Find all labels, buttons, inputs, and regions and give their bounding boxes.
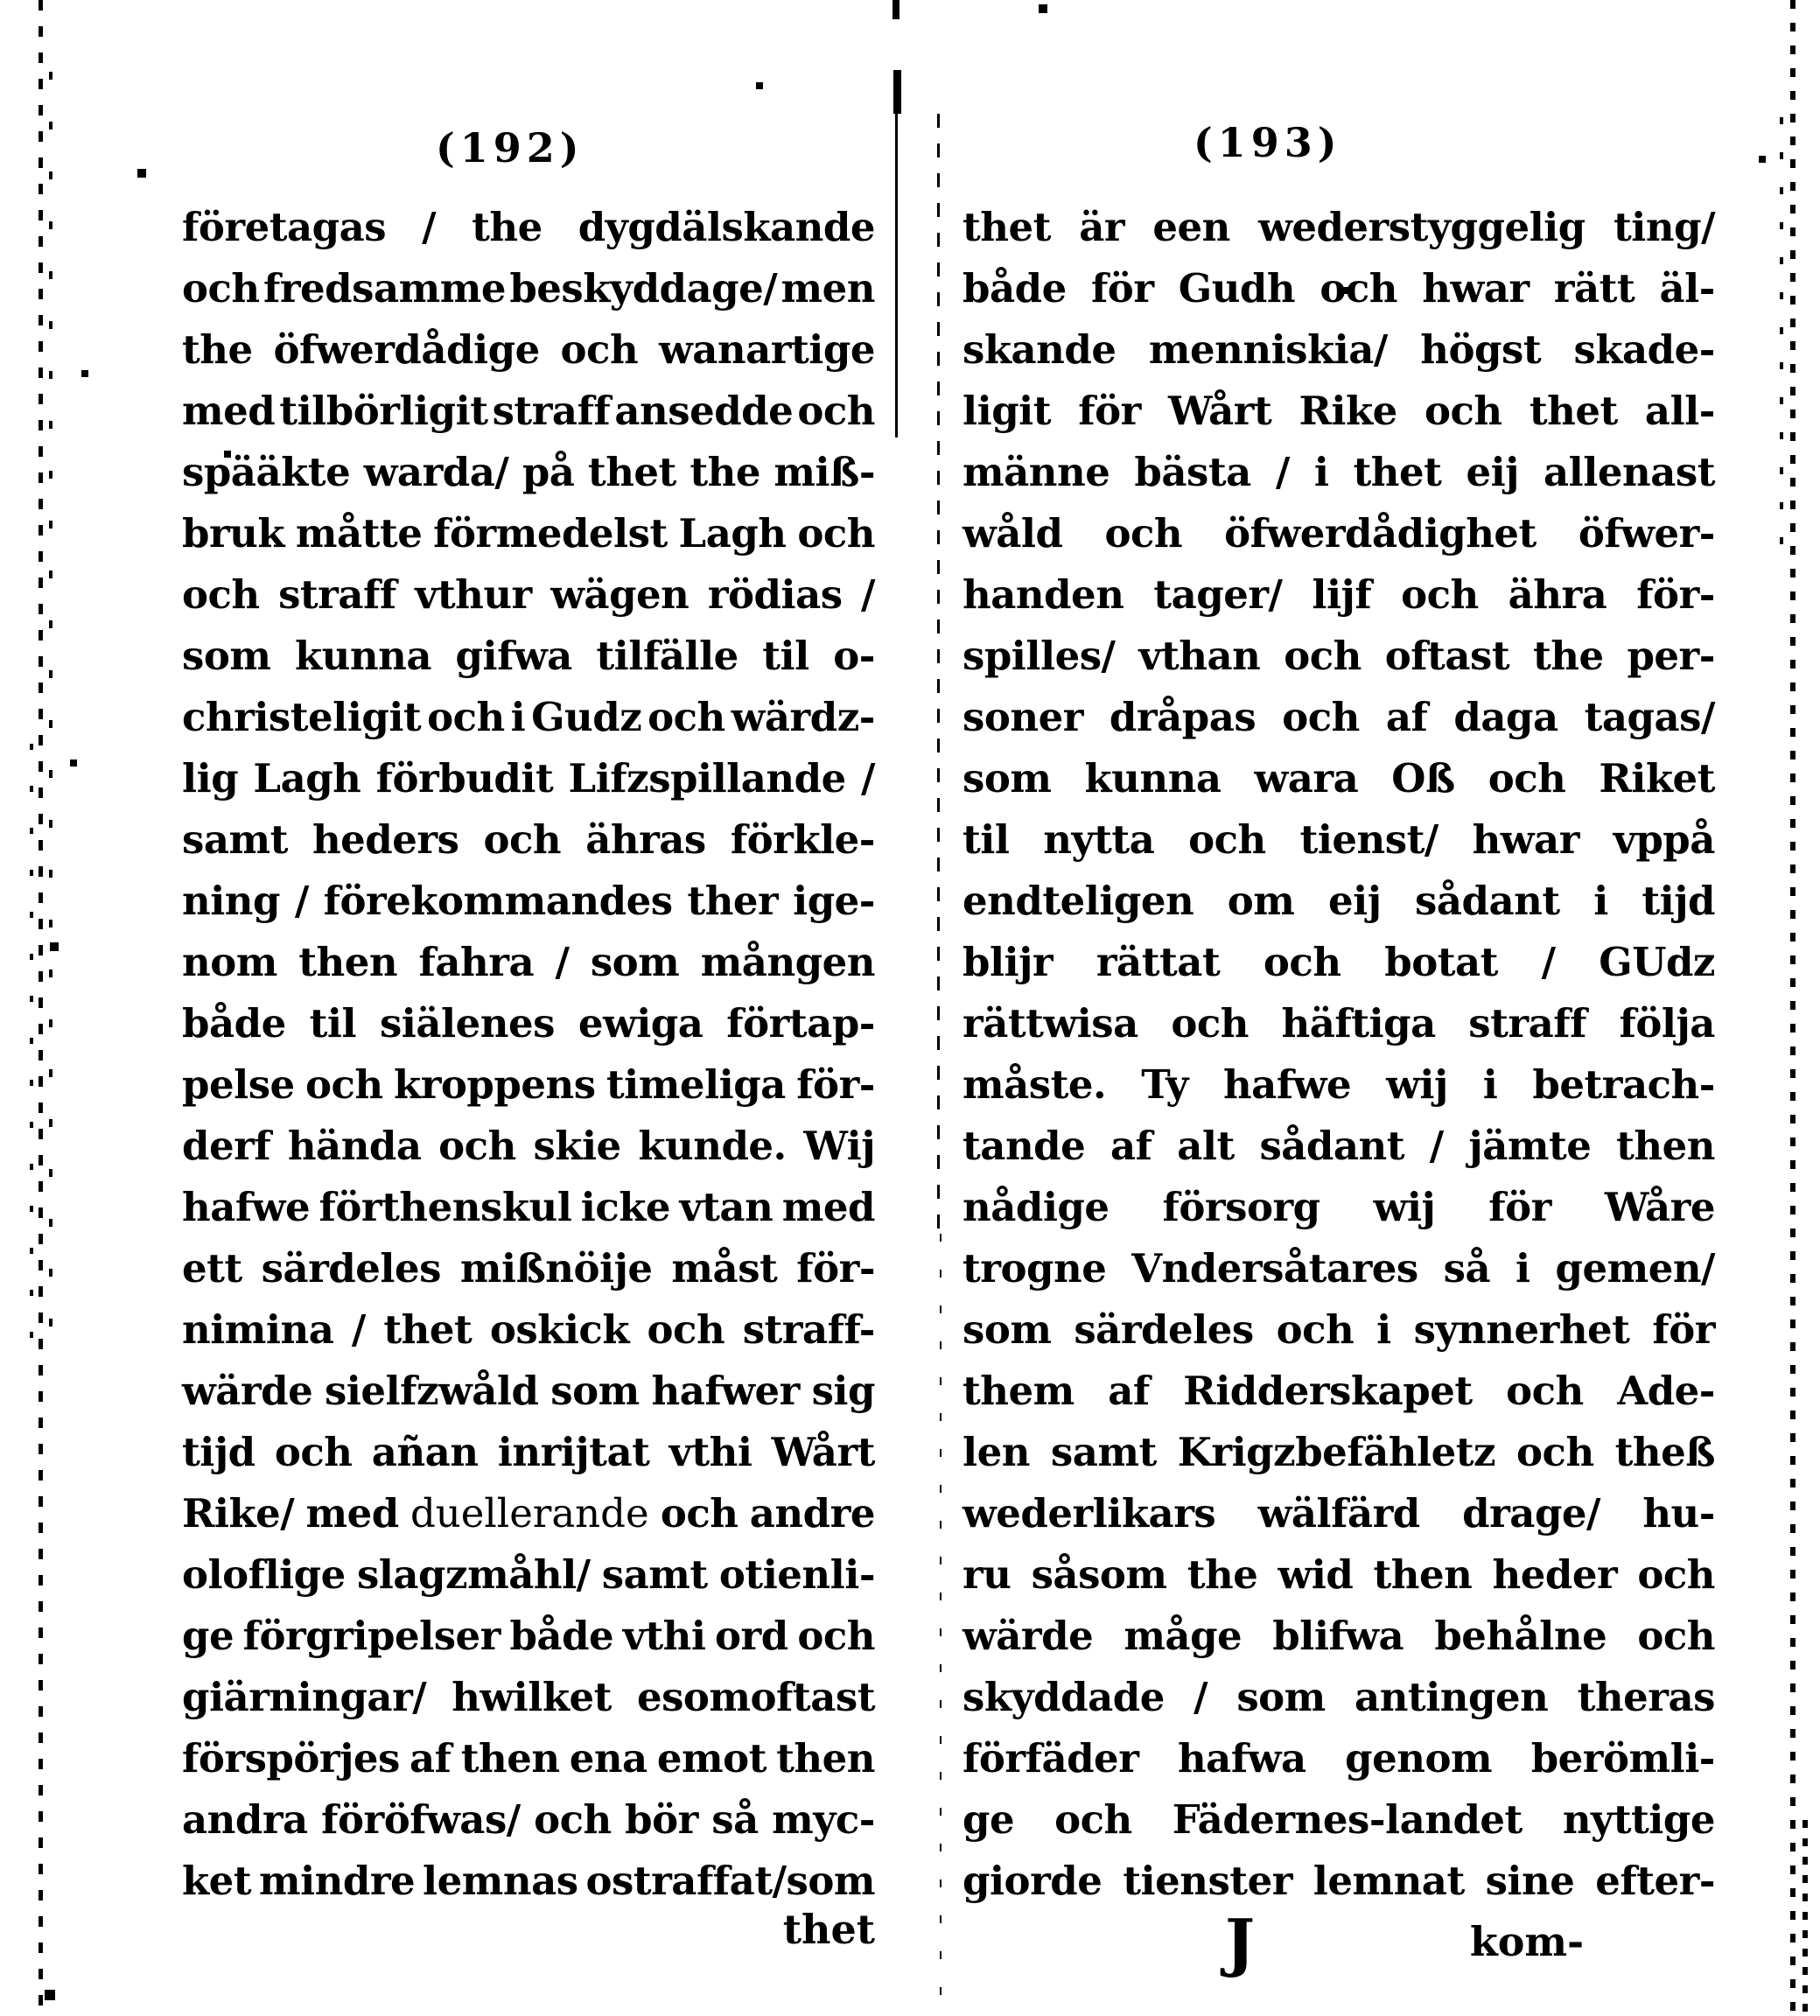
catchword-left: thet (782, 1906, 875, 1953)
scan-noise-right-edge (1802, 1820, 1808, 2016)
text-line: samt heders och ähras förkle- (182, 816, 875, 863)
text-line: giorde tienster lemnat sine efter- (962, 1858, 1715, 1904)
text-line: och fredsamme beskyddage/ men (182, 265, 875, 312)
text-line: spääkte warda/ på thet the miß- (182, 449, 875, 495)
signature-mark: J (1224, 1905, 1256, 1979)
page-number-right: (193) (1194, 119, 1342, 166)
text-line: oloflige slagzmåhl/ samt otienli- (182, 1551, 875, 1598)
text-line: hafwe förthenskul icke vtan med (182, 1184, 875, 1230)
text-line: ket mindre lemnas ostraffat/som (182, 1858, 875, 1904)
text-line: thet är een wederstyggelig ting/ (962, 204, 1715, 250)
text-line: blijr rättat och botat / GUdz (962, 939, 1715, 985)
text-line: som kunna gifwa tilfälle til o- (182, 633, 875, 679)
text-line: som särdeles och i synnerhet för (962, 1306, 1715, 1353)
scan-noise-left-edge (30, 744, 33, 1356)
page-192-text-column (182, 197, 875, 1912)
text-line: nådige försorg wij för Wåre (962, 1184, 1715, 1230)
text-line: them af Ridderskapet och Ade- (962, 1368, 1715, 1414)
column-divider (940, 1234, 942, 2016)
text-line: wärde måge blifwa behålne och (962, 1613, 1715, 1659)
text-line: skande menniskia/ högst skade- (962, 326, 1715, 373)
text-line: ett särdeles mißnöije måst för- (182, 1245, 875, 1292)
text-line: endteligen om eij sådant i tijd (962, 878, 1715, 924)
text-line: männe bästa / i thet eij allenast (962, 449, 1715, 495)
text-line: wärde sielfzwåld som hafwer sig (182, 1368, 875, 1414)
text-line: med tilbörligit straff ansedde och (182, 388, 875, 434)
text-line: skyddade / som antingen theras (962, 1674, 1715, 1720)
text-line: trogne Vndersåtares så i gemen/ (962, 1245, 1715, 1292)
scan-noise-right-edge (1780, 105, 1783, 560)
text-line: bruk måtte förmedelst Lagh och (182, 510, 875, 556)
text-line: Rike/ med duellerande och andre (182, 1490, 875, 1536)
text-line: företagas / the dygdälskande (182, 204, 875, 250)
text-line: ru såsom the wid then heder och (962, 1551, 1715, 1598)
scan-noise-right-edge (1790, 0, 1796, 2016)
text-line: tijd och añan inrijtat vthi Wårt (182, 1429, 875, 1475)
text-line: spilles/ vthan och oftast the per- (962, 633, 1715, 679)
text-line: ning / förekommandes ther ige- (182, 878, 875, 924)
text-line: måste. Ty hafwe wij i betrach- (962, 1061, 1715, 1108)
text-line: giärningar/ hwilket esomoftast (182, 1674, 875, 1720)
text-line: the öfwerdådige och wanartige (182, 326, 875, 373)
text-line: förspörjes af then ena emot then (182, 1735, 875, 1782)
scan-noise-left-edge (38, 0, 43, 2016)
text-line: både til siälenes ewiga förtap- (182, 1000, 875, 1046)
text-line: christeligit och i Gudz och wärdz- (182, 694, 875, 740)
page-number-left: (192) (436, 124, 584, 172)
text-line: lig Lagh förbudit Lifzspillande / (182, 755, 875, 802)
text-line: ge förgripelser både vthi ord och (182, 1613, 875, 1659)
text-line: pelse och kroppens timeliga för- (182, 1061, 875, 1108)
text-line: andra föröfwas/ och bör så myc- (182, 1796, 875, 1843)
text-line: soner dråpas och af daga tagas/ (962, 694, 1715, 740)
text-line: som kunna wara Oß och Riket (962, 755, 1715, 802)
ink-specks (0, 0, 4, 4)
text-line: ge och Fädernes-landet nyttige (962, 1796, 1715, 1843)
text-line: handen tager/ lijf och ähra för- (962, 571, 1715, 618)
text-line: derf hända och skie kunde. Wij (182, 1123, 875, 1169)
scan-noise-left-edge (49, 52, 52, 1365)
text-line: ligit för Wårt Rike och thet all- (962, 388, 1715, 434)
text-line: len samt Krigzbefähletz och theß (962, 1429, 1715, 1475)
text-line: och straff vthur wägen rödias / (182, 571, 875, 618)
text-line: nimina / thet oskick och straff- (182, 1306, 875, 1353)
catchword-right: kom- (1469, 1918, 1585, 1965)
text-line: både för Gudh och hwar rätt äl- (962, 265, 1715, 312)
text-line: tande af alt sådant / jämte then (962, 1123, 1715, 1169)
text-line: wåld och öfwerdådighet öfwer- (962, 510, 1715, 556)
column-divider (892, 0, 900, 19)
page-193-text-column (962, 197, 1715, 1912)
column-divider (937, 114, 940, 1234)
text-line: til nytta och tienst/ hwar vppå (962, 816, 1715, 863)
text-line: nom then fahra / som mången (182, 939, 875, 985)
column-divider (895, 112, 898, 438)
text-line: wederlikars wälfärd drage/ hu- (962, 1490, 1715, 1536)
text-line: förfäder hafwa genom berömli- (962, 1735, 1715, 1782)
text-line: rättwisa och häftiga straff följa (962, 1000, 1715, 1046)
column-divider (893, 70, 901, 114)
